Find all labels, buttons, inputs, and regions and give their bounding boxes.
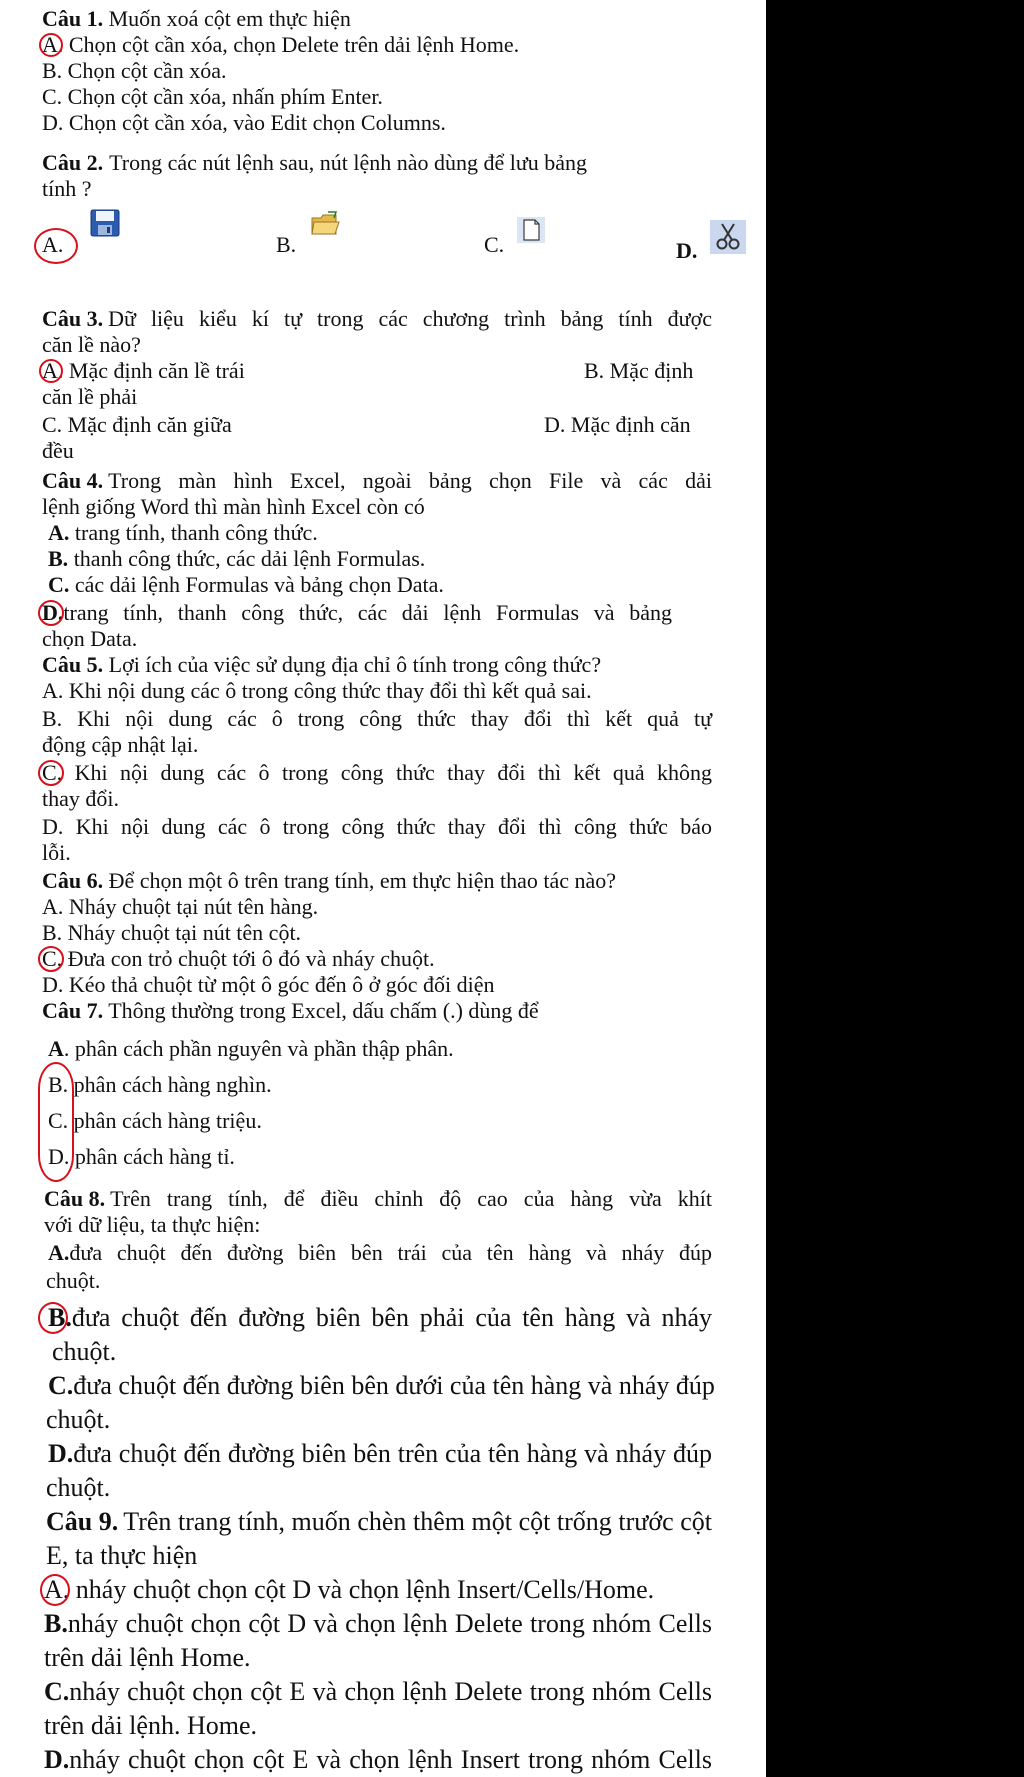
q4-stem-line2: lệnh giống Word thì màn hình Excel còn có <box>42 494 425 519</box>
q1-option-b: B. Chọn cột cần xóa. <box>42 58 227 83</box>
q5-stem: Câu 5. Lợi ích của việc sử dụng địa chỉ ô tính trong công thức? <box>42 652 602 677</box>
answer-circle-q6 <box>38 946 64 972</box>
q4-option-d: D. trang tính, thanh công thức, các dải lệnh Formulas và bảng <box>42 600 672 625</box>
q2-option-c: C. <box>484 232 505 257</box>
q4-option-b: B. thanh công thức, các dải lệnh Formulas. <box>48 546 426 571</box>
new-document-icon <box>516 216 546 244</box>
right-black-bar <box>766 0 1024 1777</box>
answer-circle-q1 <box>39 33 63 57</box>
q2-option-a: A. <box>42 232 64 257</box>
q3-option-d: D. Mặc định căn <box>544 412 691 437</box>
q3-option-b: B. Mặc định <box>584 358 694 383</box>
q7-option-a: A. phân cách phần nguyên và phần thập phân. <box>48 1036 454 1061</box>
q1-option-d: D. Chọn cột cần xóa, vào Edit chọn Columns. <box>42 110 446 135</box>
q6-option-d: D. Kéo thả chuột từ một ô góc đến ô ở góc đối diện <box>42 972 495 997</box>
q3-stem-line2: căn lề nào? <box>42 332 141 357</box>
q8-option-c: C. đưa chuột đến đường biên bên dưới của tên hàng và nháy đúp <box>48 1371 715 1400</box>
q3-option-c: C. Mặc định căn giữa <box>42 412 232 437</box>
answer-circle-q4 <box>38 600 64 626</box>
q9-option-c: C. nháy chuột chọn cột E và chọn lệnh Delete trong nhóm Cells <box>44 1677 712 1706</box>
q7-stem: Câu 7. Thông thường trong Excel, dấu chấm (.) dùng để <box>42 998 539 1023</box>
q4-option-c: C. các dải lệnh Formulas và bảng chọn Data. <box>48 572 444 597</box>
q2-stem-line1: Câu 2. Trong các nút lệnh sau, nút lệnh nào dùng để lưu bảng <box>42 150 588 175</box>
q1-option-c: C. Chọn cột cần xóa, nhấn phím Enter. <box>42 84 383 109</box>
open-folder-icon <box>310 210 340 238</box>
q6-stem: Câu 6. Để chọn một ô trên trang tính, em thực hiện thao tác nào? <box>42 868 616 893</box>
q5-option-b-cont: động cập nhật lại. <box>42 732 199 757</box>
q8-option-b-cont: chuột. <box>52 1337 117 1366</box>
q4-stem-line1: Câu 4. Trong màn hình Excel, ngoài bảng chọn File và các dải <box>42 468 712 493</box>
save-icon <box>90 209 120 237</box>
q8-option-d-cont: chuột. <box>46 1473 111 1502</box>
q9-option-a: A. nháy chuột chọn cột D và chọn lệnh Insert/Cells/Home. <box>44 1575 655 1604</box>
answer-circle-q7 <box>38 1062 74 1182</box>
q9-option-b-cont: trên dải lệnh Home. <box>44 1643 251 1672</box>
q5-option-a: A. Khi nội dung các ô trong công thức thay đổi thì kết quả sai. <box>42 678 592 703</box>
q5-option-c: C. Khi nội dung các ô trong công thức thay đổi thì kết quả không <box>42 760 712 785</box>
q9-option-d: D. nháy chuột chọn cột E và chọn lệnh Insert trong nhóm Cells <box>44 1745 712 1774</box>
q6-option-c: C. Đưa con trỏ chuột tới ô đó và nháy chuột. <box>42 946 435 971</box>
q1-option-a: A. Chọn cột cần xóa, chọn Delete trên dải lệnh Home. <box>42 32 520 57</box>
answer-circle-q5 <box>38 760 64 786</box>
q9-option-b: B. nháy chuột chọn cột D và chọn lệnh Delete trong nhóm Cells <box>44 1609 712 1638</box>
q3-stem-line1: Câu 3. Dữ liệu kiểu kí tự trong các chương trình bảng tính được <box>42 306 712 331</box>
q5-option-b: B. Khi nội dung các ô trong công thức thay đổi thì kết quả tự <box>42 706 712 731</box>
q8-stem-line1: Câu 8. Trên trang tính, để điều chỉnh độ cao của hàng vừa khít <box>44 1186 712 1211</box>
q9-stem-line1: Câu 9. Trên trang tính, muốn chèn thêm một cột trống trước cột <box>46 1507 712 1536</box>
q3-option-d-cont: đều <box>42 438 74 463</box>
answer-circle-q9 <box>40 1574 70 1606</box>
q7-option-b: B. phân cách hàng nghìn. <box>48 1072 272 1097</box>
q2-option-b: B. <box>276 232 297 257</box>
q8-option-a: A. đưa chuột đến đường biên bên trái của tên hàng và nháy đúp <box>48 1240 712 1265</box>
answer-circle-q2 <box>34 228 78 264</box>
q8-option-b: B. đưa chuột đến đường biên bên phải của tên hàng và nháy <box>48 1303 712 1332</box>
q7-option-c: C. phân cách hàng triệu. <box>48 1108 262 1133</box>
q5-option-c-cont: thay đổi. <box>42 786 119 811</box>
q8-option-a-cont: chuột. <box>46 1268 101 1293</box>
answer-circle-q3 <box>39 359 63 383</box>
q1-stem: Câu 1. Muốn xoá cột em thực hiện <box>42 6 351 31</box>
q8-option-c-cont: chuột. <box>46 1405 111 1434</box>
q5-option-d: D. Khi nội dung các ô trong công thức thay đổi thì công thức báo <box>42 814 712 839</box>
q2-option-d: D. <box>676 238 698 263</box>
q7-option-d: D. phân cách hàng tỉ. <box>48 1144 235 1169</box>
q6-option-a: A. Nháy chuột tại nút tên hàng. <box>42 894 319 919</box>
q2-stem-line2: tính ? <box>42 176 92 201</box>
q6-option-b: B. Nháy chuột tại nút tên cột. <box>42 920 302 945</box>
q4-option-a: A. trang tính, thanh công thức. <box>48 520 318 545</box>
answer-circle-q8 <box>38 1302 68 1334</box>
q8-option-d: D. đưa chuột đến đường biên bên trên của tên hàng và nháy đúp <box>48 1439 712 1468</box>
q8-stem-line2: với dữ liệu, ta thực hiện: <box>44 1212 261 1237</box>
cut-scissors-icon <box>710 220 746 254</box>
q3-option-a: A. Mặc định căn lề trái <box>42 358 245 383</box>
q5-option-d-cont: lỗi. <box>42 840 71 865</box>
q4-option-d-cont: chọn Data. <box>42 626 138 651</box>
q9-option-c-cont: trên dải lệnh. Home. <box>44 1711 257 1740</box>
q3-option-b-cont: căn lề phải <box>42 384 138 409</box>
q9-stem-line2: E, ta thực hiện <box>46 1541 198 1570</box>
